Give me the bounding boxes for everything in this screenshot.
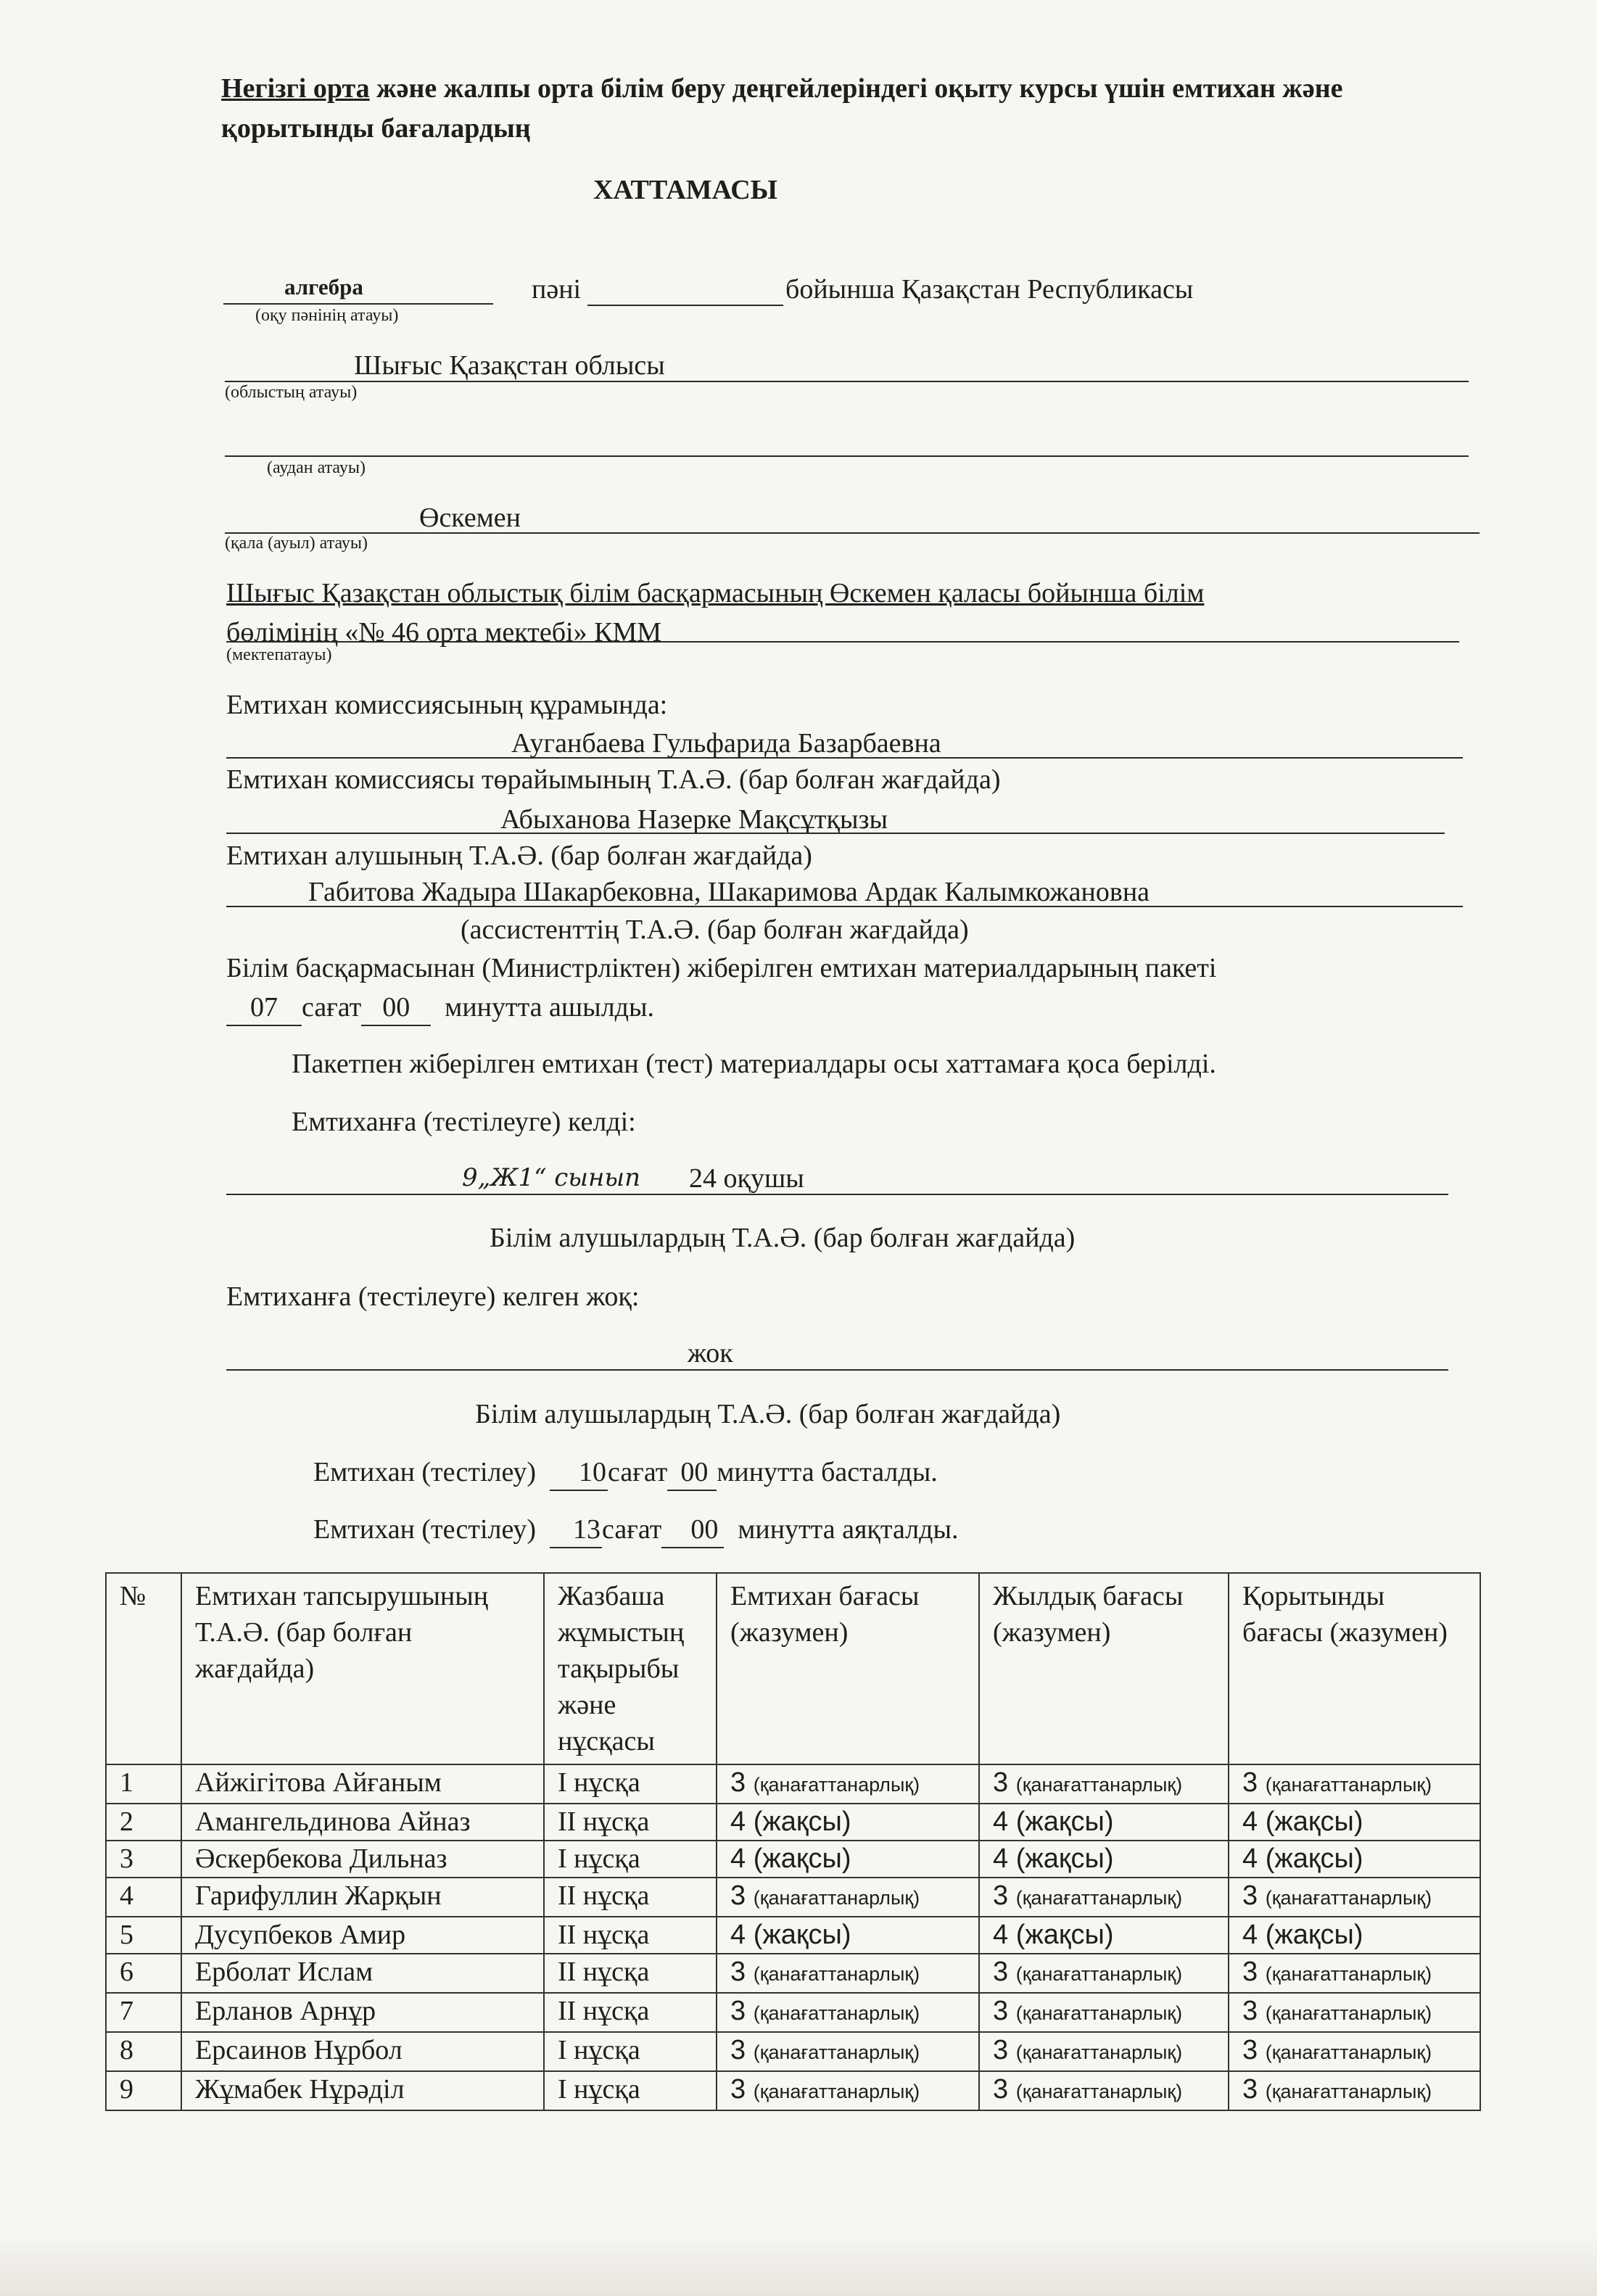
commission-assistants-caption: (ассистенттің Т.А.Ә. (бар болған жағдайда) xyxy=(461,914,969,945)
subject-line xyxy=(223,303,493,305)
package-attached: Пакетпен жіберілген емтихан (тест) материалдары осы хаттамаға қоса берілді. xyxy=(292,1049,1216,1079)
grade-number: 3 xyxy=(730,1767,746,1798)
header-name: Емтихан тапсырушының Т.А.Ә. (бар болған жағдайда) xyxy=(181,1573,544,1764)
package-line-1: Білім басқармасынан (Министрліктен) жіберілген емтихан материалдарының пакеті xyxy=(226,953,1217,983)
grade-number: 3 xyxy=(993,2035,1009,2065)
student-name: Ерсаинов Нұрбол xyxy=(181,2032,544,2071)
subject-value: алгебра xyxy=(284,274,363,300)
final-grade xyxy=(1229,1917,1480,1954)
annual-grade xyxy=(979,1764,1229,1804)
row-number: 9 xyxy=(106,2071,181,2110)
grade-number: 3 xyxy=(1242,1767,1258,1798)
grade-word: (жақсы) xyxy=(753,1806,851,1837)
absent-value: жок xyxy=(688,1338,733,1368)
school-line-1: Шығыс Қазақстан облыстық білім басқармасының Өскемен қаласы бойынша білім xyxy=(226,578,1205,608)
examiner-line xyxy=(226,833,1445,834)
student-variant: ІІ нұсқа xyxy=(544,1993,717,2032)
table-header-row xyxy=(106,1573,1480,1764)
end-minute: 00 xyxy=(661,1514,724,1548)
grade-word: (жақсы) xyxy=(1015,1806,1114,1837)
row-number: 7 xyxy=(106,1993,181,2032)
grade-word: (қанағаттанарлық) xyxy=(753,1774,920,1796)
package-minute: 00 xyxy=(361,991,431,1026)
student-name: Дусупбеков Амир xyxy=(181,1917,544,1954)
grade-word: (қанағаттанарлық) xyxy=(753,1887,920,1909)
header-final-grade: Қорытынды бағасы (жазумен) xyxy=(1229,1573,1480,1764)
commission-chair-name: Ауганбаева Гульфарида Базарбаевна xyxy=(511,728,941,759)
city-caption: (қала (ауыл) атауы) xyxy=(225,534,368,553)
exam-grade xyxy=(717,1878,979,1917)
annual-grade xyxy=(979,1954,1229,1993)
grade-word: (қанағаттанарлық) xyxy=(1015,2081,1183,2102)
grade-word: (қанағаттанарлық) xyxy=(1015,2002,1183,2024)
table-row xyxy=(106,1764,1480,1804)
grade-number: 3 xyxy=(1242,2074,1258,2105)
annual-grade xyxy=(979,1917,1229,1954)
student-variant: І нұсқа xyxy=(544,1841,717,1878)
grade-word: (жақсы) xyxy=(753,1920,851,1950)
came-heading: Емтиханға (тестілеуге) келді: xyxy=(292,1107,636,1137)
package-minute-tail: минутта ашылды. xyxy=(445,992,655,1023)
exam-grade xyxy=(717,1954,979,1993)
end-tail: минутта аяқталды. xyxy=(738,1514,959,1545)
end-time-line xyxy=(313,1514,959,1548)
student-name: Жұмабек Нұрәділ xyxy=(181,2071,544,2110)
student-name: Әскербекова Дильназ xyxy=(181,1841,544,1878)
final-grade xyxy=(1229,1878,1480,1917)
student-variant: ІІ нұсқа xyxy=(544,1954,717,1993)
grade-number: 3 xyxy=(993,1880,1009,1911)
grade-word: (қанағаттанарлық) xyxy=(753,1963,920,1985)
annual-grade xyxy=(979,2032,1229,2071)
row-number: 8 xyxy=(106,2032,181,2071)
exam-grade xyxy=(717,1993,979,2032)
annual-grade xyxy=(979,1804,1229,1841)
package-hour: 07 xyxy=(226,991,302,1026)
grade-word: (жақсы) xyxy=(1015,1920,1114,1950)
commission-examiner-name: Абыханова Назерке Мақсұтқызы xyxy=(500,804,888,835)
header-annual-grade: Жылдық бағасы (жазумен) xyxy=(979,1573,1229,1764)
end-hour-word: сағат xyxy=(602,1514,662,1545)
final-grade xyxy=(1229,2071,1480,2110)
grade-word: (қанағаттанарлық) xyxy=(1265,2041,1432,2063)
district-line xyxy=(225,455,1469,457)
start-prefix: Емтихан (тестілеу) xyxy=(313,1457,537,1487)
grade-number: 4 xyxy=(1242,1920,1258,1950)
grade-number: 3 xyxy=(993,1996,1009,2026)
chair-line xyxy=(226,757,1463,759)
region-value: Шығыс Қазақстан облысы xyxy=(354,350,665,381)
document-title: ХАТТАМАСЫ xyxy=(593,175,777,205)
grade-number: 3 xyxy=(993,1767,1009,1798)
end-prefix: Емтихан (тестілеу) xyxy=(313,1514,537,1545)
grade-word: (жақсы) xyxy=(1015,1843,1114,1874)
page-bottom-edge xyxy=(0,2234,1597,2296)
came-line xyxy=(226,1194,1448,1195)
table-row xyxy=(106,1804,1480,1841)
results-table xyxy=(105,1572,1481,2111)
start-time-line xyxy=(313,1456,938,1491)
annual-grade xyxy=(979,1993,1229,2032)
start-hour-word: сағат xyxy=(608,1457,668,1487)
student-name: Айжігітова Айғаным xyxy=(181,1764,544,1804)
commission-examiner-caption: Емтихан алушының Т.А.Ә. (бар болған жағдайда) xyxy=(226,841,812,871)
subject-word-line xyxy=(587,305,783,306)
grade-number: 4 xyxy=(993,1920,1009,1950)
grade-number: 4 xyxy=(730,1806,746,1837)
subject-suffix: бойынша Қазақстан Республикасы xyxy=(785,274,1194,305)
end-hour: 13 xyxy=(550,1514,602,1548)
student-name: Ерланов Арнұр xyxy=(181,1993,544,2032)
exam-grade xyxy=(717,1917,979,1954)
commission-chair-caption: Емтихан комиссиясы төрайымының Т.А.Ә. (бар болған жағдайда) xyxy=(226,764,1001,795)
student-variant: І нұсқа xyxy=(544,2071,717,2110)
region-caption: (облыстың атауы) xyxy=(225,383,358,402)
grade-word: (қанағаттанарлық) xyxy=(1265,2081,1432,2102)
grade-word: (қанағаттанарлық) xyxy=(1265,2002,1432,2024)
final-grade xyxy=(1229,1841,1480,1878)
start-hour: 10 xyxy=(550,1456,608,1491)
table-row xyxy=(106,1841,1480,1878)
grade-number: 3 xyxy=(1242,1880,1258,1911)
package-hour-word: сағат xyxy=(302,992,362,1023)
table-row xyxy=(106,2032,1480,2071)
commission-heading: Емтихан комиссиясының құрамында: xyxy=(226,690,668,720)
exam-grade xyxy=(717,1804,979,1841)
grade-word: (қанағаттанарлық) xyxy=(753,2041,920,2063)
header-line-1 xyxy=(221,73,1342,104)
grade-word: (қанағаттанарлық) xyxy=(1015,1887,1183,1909)
header-variant: Жазбаша жұмыстың тақырыбы және нұсқасы xyxy=(544,1573,717,1764)
came-value: 24 оқушы xyxy=(689,1163,804,1194)
row-number: 1 xyxy=(106,1764,181,1804)
header-underlined-phrase: Негізгі орта xyxy=(221,73,370,104)
row-number: 2 xyxy=(106,1804,181,1841)
grade-word: (жақсы) xyxy=(1265,1843,1363,1874)
final-grade xyxy=(1229,2032,1480,2071)
region-line xyxy=(225,381,1469,382)
grade-word: (жақсы) xyxy=(1265,1920,1363,1950)
grade-number: 4 xyxy=(730,1843,746,1874)
table-row xyxy=(106,1878,1480,1917)
final-grade xyxy=(1229,1804,1480,1841)
student-variant: ІІ нұсқа xyxy=(544,1804,717,1841)
row-number: 3 xyxy=(106,1841,181,1878)
grade-word: (қанағаттанарлық) xyxy=(1015,2041,1183,2063)
annual-grade xyxy=(979,1841,1229,1878)
exam-grade xyxy=(717,2071,979,2110)
header-number: № xyxy=(106,1573,181,1764)
student-variant: ІІ нұсқа xyxy=(544,1917,717,1954)
student-name: Амангельдинова Айназ xyxy=(181,1804,544,1841)
subject-caption: (оқу пәнінің атауы) xyxy=(255,306,399,325)
grade-number: 3 xyxy=(1242,2035,1258,2065)
final-grade xyxy=(1229,1954,1480,1993)
row-number: 4 xyxy=(106,1878,181,1917)
absent-line xyxy=(226,1369,1448,1371)
start-tail: минутта басталды. xyxy=(717,1457,938,1487)
subject-word: пәні xyxy=(532,274,582,305)
start-minute: 00 xyxy=(667,1456,717,1491)
student-variant: ІІ нұсқа xyxy=(544,1878,717,1917)
header-exam-grade: Емтихан бағасы (жазумен) xyxy=(717,1573,979,1764)
final-grade xyxy=(1229,1764,1480,1804)
grade-word: (қанағаттанарлық) xyxy=(1265,1963,1432,1985)
grade-number: 4 xyxy=(993,1806,1009,1837)
row-number: 6 xyxy=(106,1954,181,1993)
annual-grade xyxy=(979,1878,1229,1917)
grade-number: 3 xyxy=(993,1957,1009,1987)
student-name: Гарифуллин Жарқын xyxy=(181,1878,544,1917)
grade-number: 3 xyxy=(1242,1957,1258,1987)
school-line xyxy=(226,641,1459,643)
header-line-2: қорытынды бағалардың xyxy=(221,113,531,144)
grade-word: (қанағаттанарлық) xyxy=(1015,1774,1183,1796)
grade-word: (қанағаттанарлық) xyxy=(753,2002,920,2024)
grade-number: 3 xyxy=(730,1957,746,1987)
exam-grade xyxy=(717,1764,979,1804)
city-value: Өскемен xyxy=(419,503,521,533)
school-caption: (мектепатауы) xyxy=(226,645,332,664)
package-opened-line xyxy=(226,991,654,1026)
grade-number: 4 xyxy=(730,1920,746,1950)
grade-number: 4 xyxy=(1242,1843,1258,1874)
school-line-2: бөлімінің «№ 46 орта мектебі» КММ xyxy=(226,617,662,648)
student-variant: І нұсқа xyxy=(544,1764,717,1804)
student-name: Ерболат Ислам xyxy=(181,1954,544,1993)
absent-caption: Білім алушылардың Т.А.Ә. (бар болған жағдайда) xyxy=(475,1399,1061,1429)
city-line xyxy=(225,532,1480,534)
row-number: 5 xyxy=(106,1917,181,1954)
grade-word: (жақсы) xyxy=(753,1843,851,1874)
grade-word: (қанағаттанарлық) xyxy=(1015,1963,1183,1985)
student-variant: І нұсқа xyxy=(544,2032,717,2071)
annual-grade xyxy=(979,2071,1229,2110)
grade-number: 3 xyxy=(730,1880,746,1911)
district-caption: (аудан атауы) xyxy=(267,458,366,477)
grade-number: 3 xyxy=(1242,1996,1258,2026)
came-caption: Білім алушылардың Т.А.Ә. (бар болған жағдайда) xyxy=(490,1223,1076,1253)
grade-number: 4 xyxy=(1242,1806,1258,1837)
grade-number: 4 xyxy=(993,1843,1009,1874)
table-row xyxy=(106,2071,1480,2110)
assistants-line xyxy=(226,906,1463,907)
table-row xyxy=(106,1954,1480,1993)
grade-word: (жақсы) xyxy=(1265,1806,1363,1837)
grade-number: 3 xyxy=(730,2074,746,2105)
exam-grade xyxy=(717,2032,979,2071)
grade-number: 3 xyxy=(993,2074,1009,2105)
grade-number: 3 xyxy=(730,2035,746,2065)
header-rest: және жалпы орта білім беру деңгейлеріндегі оқыту курсы үшін емтихан және xyxy=(369,73,1343,104)
grade-word: (қанағаттанарлық) xyxy=(753,2081,920,2102)
exam-grade xyxy=(717,1841,979,1878)
final-grade xyxy=(1229,1993,1480,2032)
absent-heading: Емтиханға (тестілеуге) келген жоқ: xyxy=(226,1281,640,1312)
table-row xyxy=(106,1993,1480,2032)
table-row xyxy=(106,1917,1480,1954)
grade-number: 3 xyxy=(730,1996,746,2026)
came-handwritten: 9„Ж1“ сынып xyxy=(462,1163,640,1192)
commission-assistants: Габитова Жадыра Шакарбековна, Шакаримова Ардак Калымкожановна xyxy=(308,877,1150,907)
grade-word: (қанағаттанарлық) xyxy=(1265,1887,1432,1909)
grade-word: (қанағаттанарлық) xyxy=(1265,1774,1432,1796)
